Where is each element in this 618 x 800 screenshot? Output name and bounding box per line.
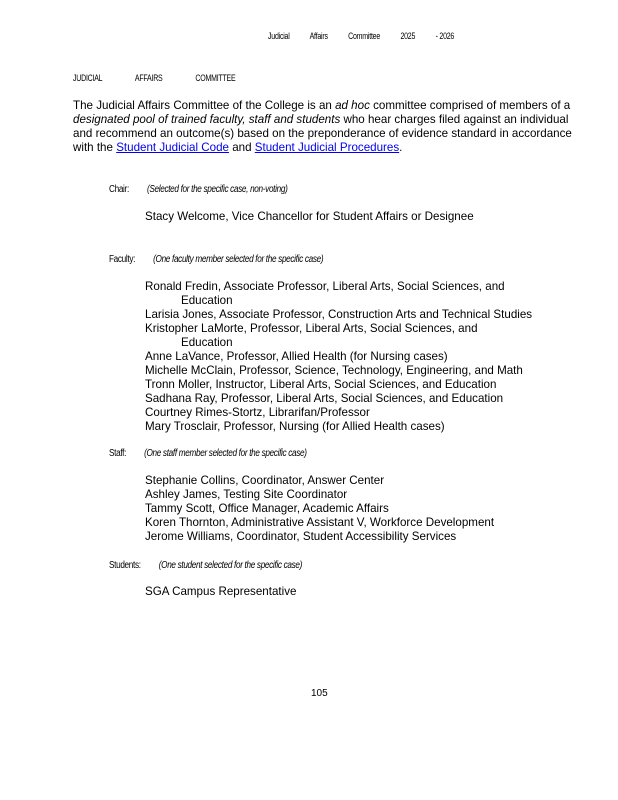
students-heading: [109, 560, 302, 571]
list-item: Tronn Moller, Instructor, Liberal Arts, Social Sciences, and Education: [145, 378, 497, 391]
list-item: Courtney Rimes-Stortz, Librarifan/Professor: [145, 406, 370, 419]
header-year-start: 2025: [400, 31, 416, 41]
running-header: [268, 31, 473, 41]
section-title-word-2: AFFAIRS: [134, 73, 163, 83]
intro-text-2: committee comprised of members of a: [369, 99, 571, 112]
chair-note: (Selected for the specific case, non-voting): [146, 184, 288, 195]
staff-heading: [109, 448, 307, 459]
students-note: (One student selected for the specific case): [158, 560, 303, 571]
list-item: Kristopher LaMorte, Professor, Liberal Arts, Social Sciences, and: [145, 322, 478, 335]
intro-text-1: The Judicial Affairs Committee of the College is an: [73, 99, 336, 112]
intro-ad-hoc: ad hoc: [335, 99, 370, 112]
page-number: 105: [311, 688, 328, 699]
student-judicial-procedures-link[interactable]: Student Judicial Procedures: [254, 141, 400, 154]
section-title-word-1: JUDICIAL: [73, 73, 103, 83]
list-item: SGA Campus Representative: [145, 585, 297, 598]
faculty-heading: [109, 254, 323, 265]
header-year-end: - 2026: [435, 31, 455, 41]
list-item: Jerome Williams, Coordinator, Student Accessibility Services: [145, 530, 457, 543]
list-item: Anne LaVance, Professor, Allied Health (for Nursing cases): [145, 350, 448, 363]
section-title-word-3: COMMITTEE: [195, 73, 236, 83]
intro-paragraph: [73, 99, 583, 155]
staff-list: [145, 474, 585, 544]
chair-list: [145, 210, 585, 224]
faculty-list: [145, 280, 585, 434]
list-item: Michelle McClain, Professor, Science, Technology, Engineering, and Math: [145, 364, 523, 377]
list-item: Ronald Fredin, Associate Professor, Liberal Arts, Social Sciences, and: [145, 280, 505, 293]
student-judicial-code-link[interactable]: Student Judicial Code: [116, 141, 229, 154]
header-word-committee: Committee: [348, 31, 381, 41]
header-word-judicial: Judicial: [268, 31, 290, 41]
students-label: Students:: [109, 560, 141, 571]
list-item: Ashley James, Testing Site Coordinator: [145, 488, 348, 501]
students-list: [145, 585, 585, 599]
intro-designated-pool: designated pool of trained faculty, staff and students: [73, 113, 341, 126]
intro-text-4: and: [228, 141, 255, 154]
intro-text-3: who hear charges filed against an individual and recommend an outcome(s) based on the preponderance of evidence standard in accordance with the: [73, 113, 572, 154]
staff-label: Staff:: [109, 448, 127, 459]
list-item: Stephanie Collins, Coordinator, Answer Center: [145, 474, 385, 487]
list-item: Larisia Jones, Associate Professor, Construction Arts and Technical Studies: [145, 308, 533, 321]
faculty-label: Faculty:: [109, 254, 136, 265]
list-item: Tammy Scott, Office Manager, Academic Affairs: [145, 502, 389, 515]
list-item: Education: [181, 336, 233, 349]
header-word-affairs: Affairs: [309, 31, 328, 41]
intro-text-5: .: [399, 141, 403, 154]
section-title: [73, 73, 267, 83]
list-item: Mary Trosclair, Professor, Nursing (for Allied Health cases): [145, 420, 445, 433]
list-item: Stacy Welcome, Vice Chancellor for Student Affairs or Designee: [145, 210, 474, 223]
chair-heading: [109, 184, 287, 195]
staff-note: (One staff member selected for the specific case): [144, 448, 307, 459]
faculty-note: (One faculty member selected for the specific case): [153, 254, 324, 265]
list-item: Sadhana Ray, Professor, Liberal Arts, Social Sciences, and Education: [145, 392, 504, 405]
list-item: Koren Thornton, Administrative Assistant V, Workforce Development: [145, 516, 495, 529]
chair-label: Chair:: [109, 184, 129, 195]
list-item: Education: [181, 294, 233, 307]
